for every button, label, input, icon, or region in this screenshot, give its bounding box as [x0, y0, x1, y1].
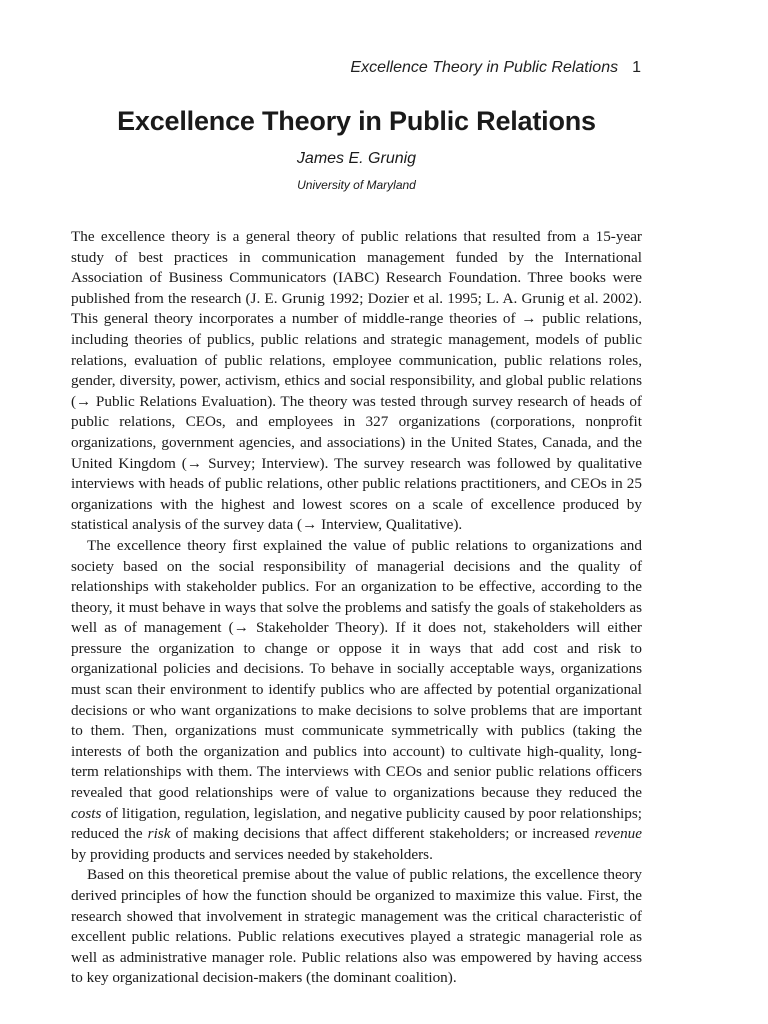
- paragraph-2: [71, 536, 642, 866]
- emphasis-costs: costs: [71, 804, 102, 822]
- article-body: [71, 227, 642, 989]
- paragraph-3: [71, 865, 642, 989]
- paragraph-1: [71, 227, 642, 536]
- running-head: [350, 59, 641, 77]
- paragraph-text: The excellence theory is a general theory of public relations that resulted from a 15-year study of best practices in communication management funded by the International Association of Business Communicators (IABC) Research Foundation. Three books were published from the research (J. E. Grunig 1992; Dozier et al. 1995; L. A. Grunig et al. 2002). This general theory incorporates a number of middle-range theories of → public relations, including theories of publics, public relations and strategic management, models of public relations, evaluation of public relations, employee communication, public relations roles, gender, diversity, power, activism, ethics and social responsibility, and global public relations (→ Public Relations Evaluation). The theory was tested through survey research of heads of public relations, CEOs, and employees in 327 organizations (corporations, nonprofit organizations, government agencies, and associations) in the United States, Canada, and the United Kingdom (→ Survey; Interview). The survey research was followed by qualitative interviews with heads of public relations, other public relations practitioners, and CEOs in 25 organizations with the highest and lowest scores on a scale of excellence produced by statistical analysis of the survey data (→ Interview, Qualitative).: [71, 228, 642, 534]
- author-affiliation: University of Maryland: [297, 178, 416, 192]
- paragraph-text: by providing products and services needed by stakeholders.: [71, 845, 433, 863]
- article-author: James E. Grunig: [296, 150, 417, 167]
- paragraph-text: Based on this theoretical premise about the value of public relations, the excellence theory derived principles of how the function should be organized to maximize this value. First, the research showed that involvement in strategic management was the critical characteristic of excellent public relations. Public relations executives played a strategic managerial role as well as administrative manager role. Public relations also was empowered by having access to key organizational decision-makers (the dominant coalition).: [71, 866, 642, 987]
- emphasis-revenue: revenue: [594, 825, 642, 843]
- running-head-title: Excellence Theory in Public Relations: [350, 59, 619, 76]
- paragraph-text: of litigation, regulation, legislation, and negative publicity caused by poor relationships; reduced the: [71, 804, 642, 843]
- paragraph-text: The excellence theory first explained the value of public relations to organizations and society based on the social responsibility of managerial decisions and the quality of relationships with stakeholder publics. For an organization to be effective, according to the theory, it must behave in ways that solve the problems and satisfy the goals of stakeholders as well as of management (→ Stakeholder Theory). If it does not, stakeholders will either pressure the organization to change or oppose it in ways that add cost and risk to organizational policies and decisions. To behave in socially acceptable ways, organizations must scan their environment to identify publics who are affected by potential organizational decisions or who want organizations to make decisions to solve problems that are important to them. Then, organizations must communicate symmetrically with publics (taking the interests of both the organization and publics into account) to cultivate high-quality, long-term relationships with them. The interviews with CEOs and senior public relations officers revealed that good relationships were of value to organizations because they reduced the: [71, 536, 642, 802]
- emphasis-risk: risk: [147, 825, 171, 843]
- article-title: Excellence Theory in Public Relations: [117, 106, 596, 136]
- page-number: 1: [632, 59, 641, 76]
- paragraph-text: of making decisions that affect different stakeholders; or increased: [170, 825, 595, 843]
